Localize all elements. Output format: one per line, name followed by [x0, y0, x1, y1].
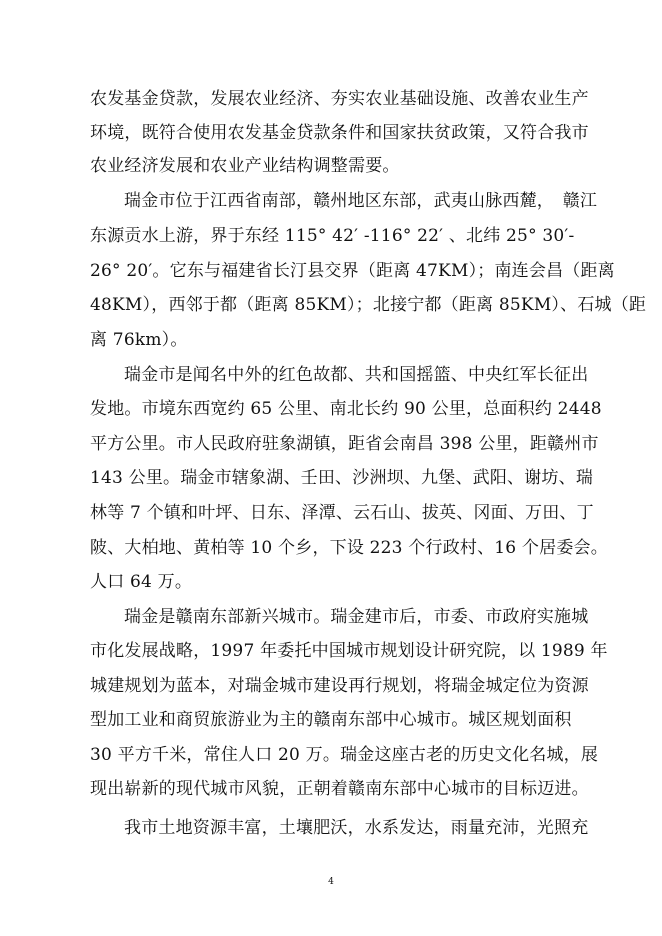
text-line: 瑞金是赣南东部新兴城市。瑞金建市后，市委、市政府实施城	[124, 607, 589, 627]
text-line: 瑞金市位于江西省南部，赣州地区东部，武夷山脉西麓， 赣江	[124, 191, 598, 211]
text-line: 平方公里。市人民政府驻象湖镇，距省会南昌 398 公里，距赣州市	[90, 434, 599, 454]
text-line: 26° 20′。它东与福建省长汀县交界（距离 47KM）；南连会昌（距离	[90, 261, 615, 281]
text-line: 离 76km）。	[90, 330, 188, 350]
text-line: 我市土地资源丰富，土壤肥沃，水系发达，雨量充沛，光照充	[124, 818, 589, 838]
text-line: 48KM），西邻于都（距离 85KM）；北接宁都（距离 85KM）、石城（距	[90, 295, 647, 315]
text-line: 市化发展战略，1997 年委托中国城市规划设计研究院，以 1989 年	[90, 641, 608, 661]
text-line: 发地。市境东西宽约 65 公里、南北长约 90 公里，总面积约 2448	[90, 399, 602, 419]
text-line: 人口 64 万。	[90, 572, 193, 592]
page-number: 4	[328, 877, 334, 887]
text-line: 城建规划为蓝本，对瑞金城市建设再行规划，将瑞金城定位为资源	[90, 676, 589, 696]
text-line: 林等 7 个镇和叶坪、日东、泽潭、云石山、拔英、冈面、万田、丁	[90, 503, 594, 523]
text-line: 陂、大柏地、黄柏等 10 个乡，下设 223 个行政村、16 个居委会。	[90, 538, 608, 558]
text-line: 东源贡水上游，界于东经 115° 42′ -116° 22′ 、北纬 25° 30′-	[90, 226, 575, 246]
text-line: 型加工业和商贸旅游业为主的赣南东部中心城市。城区规划面积	[90, 710, 572, 730]
text-line: 农发基金贷款，发展农业经济、夯实农业基础设施、改善农业生产	[90, 89, 589, 109]
text-line: 瑞金市是闻名中外的红色故都、共和国摇篮、中央红军长征出	[124, 365, 589, 385]
text-line: 143 公里。瑞金市辖象湖、壬田、沙洲坝、九堡、武阳、谢坊、瑞	[90, 468, 594, 488]
text-line: 现出崭新的现代城市风貌，正朝着赣南东部中心城市的目标迈进。	[90, 779, 589, 799]
text-line: 30 平方千米，常住人口 20 万。瑞金这座古老的历史文化名城，展	[90, 745, 599, 765]
text-line: 农业经济发展和农业产业结构调整需要。	[90, 156, 400, 176]
text-line: 环境，既符合使用农发基金贷款条件和国家扶贫政策，又符合我市	[90, 123, 589, 143]
